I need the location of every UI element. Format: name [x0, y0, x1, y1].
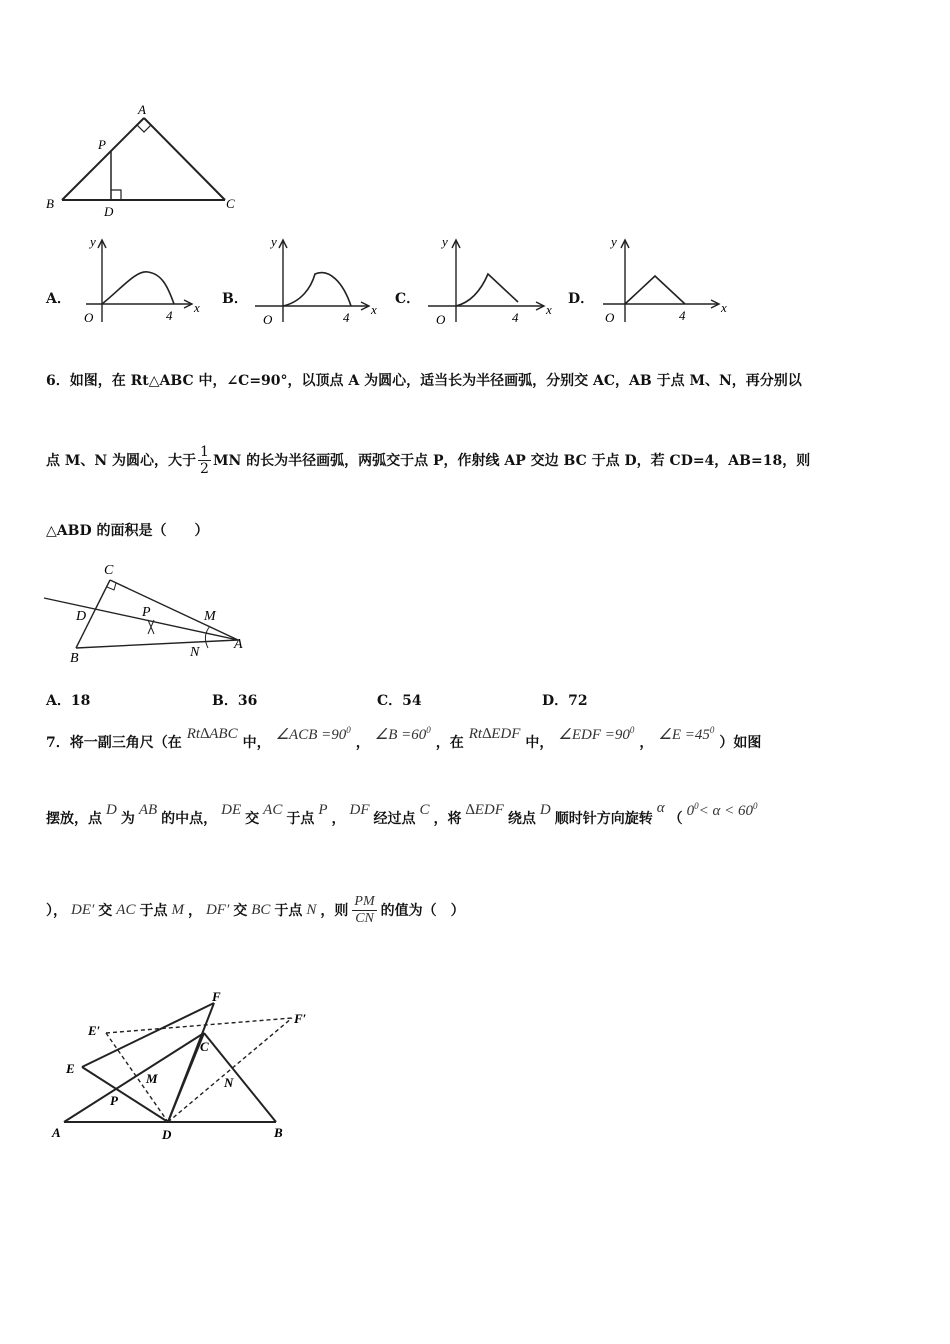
math-sup: 0	[752, 800, 758, 811]
label-p: P	[142, 605, 151, 620]
q6-line1: 6．如图，在 Rt△ABC 中，∠C=90°，以顶点 A 为圆心，适当长为半径画弧，分别交 AC，AB 于点 M、N，再分别以	[46, 373, 802, 389]
q6-option-c: C．54	[377, 693, 422, 709]
curve-b	[283, 273, 351, 306]
q6-half-fraction	[198, 444, 211, 477]
math-body: ∠E =45	[658, 726, 710, 743]
q6-line3: △ABD 的面积是（ ）	[46, 523, 209, 539]
label-c: C	[104, 563, 114, 578]
label-d: D	[104, 204, 114, 219]
q7-text: ，将	[433, 811, 462, 827]
tick-label: 4	[343, 310, 350, 325]
q7-math: N	[306, 901, 317, 918]
x-label: x	[371, 302, 377, 317]
q7-pm-cn-fraction	[352, 894, 376, 927]
math-sup: 0	[426, 724, 431, 735]
math-sup: 0	[709, 724, 715, 735]
q5-option-d: D．	[568, 291, 595, 307]
label-f-prime: F′	[294, 1011, 307, 1026]
tick-label: 4	[512, 310, 519, 325]
label-b: B	[274, 1125, 283, 1140]
q7-math: BC	[251, 901, 271, 918]
label-f: F	[212, 989, 221, 1004]
q7-math: α	[656, 799, 665, 816]
q7-math	[658, 725, 714, 744]
y-label: y	[611, 234, 617, 249]
math-body: < α < 60	[698, 802, 753, 819]
q7-math	[276, 725, 351, 744]
q7-text: 交	[98, 903, 113, 919]
q6-line2-a: 点 M、N 为圆心，大于	[46, 453, 197, 469]
right-angle-a	[137, 125, 151, 132]
q7-math: AC	[116, 901, 136, 918]
q5-graph-a	[70, 232, 210, 330]
q7-text: 7．将一副三角尺（在	[46, 735, 182, 751]
q7-text: 于点	[286, 811, 315, 827]
q7-text: 中，	[525, 735, 554, 751]
q6-option-a: A．18	[46, 693, 91, 709]
q7-text: ）如图	[719, 735, 762, 751]
q6-option-d: D．72	[542, 693, 588, 709]
math-sup: 0	[346, 724, 351, 735]
q5-triangle-figure	[40, 100, 250, 225]
q7-text: ，	[331, 811, 346, 827]
y-label: y	[90, 234, 96, 249]
q7-text: ，	[355, 735, 370, 751]
q7-figure	[44, 985, 334, 1145]
q7-text: 摆放，点	[46, 811, 102, 827]
q7-text: ，	[187, 903, 202, 919]
side-ca	[110, 580, 238, 640]
tick-label: 4	[166, 308, 173, 323]
math-body: ∠EDF =90	[558, 726, 630, 743]
q7-text: 于点	[139, 903, 168, 919]
segment-e1d	[106, 1033, 168, 1122]
q7-text: （	[668, 811, 683, 827]
label-d: D	[76, 609, 87, 624]
side-ba	[76, 640, 238, 648]
right-angle-d	[111, 190, 121, 200]
q7-text: 于点	[274, 903, 303, 919]
arc-cross-p	[148, 620, 154, 634]
y-label: y	[271, 234, 277, 249]
q7-math: D	[106, 801, 117, 818]
q6-line2	[46, 440, 810, 480]
side-ac	[144, 118, 225, 200]
label-c: C	[200, 1039, 209, 1054]
q7-text: 交	[245, 811, 260, 827]
q5-graph-d	[595, 232, 735, 330]
math-sup: 0	[629, 724, 635, 735]
q7-math: DE	[221, 801, 242, 818]
q7-math: DE′	[71, 901, 95, 918]
q7-math: AC	[263, 801, 283, 818]
label-m: M	[204, 609, 216, 624]
segment-e1f1	[106, 1018, 292, 1033]
label-a: A	[138, 102, 146, 117]
q7-math	[687, 801, 758, 820]
q7-math: AB	[138, 801, 158, 818]
y-label: y	[442, 234, 448, 249]
q7-line2	[46, 798, 906, 838]
segment-cb	[204, 1033, 276, 1122]
q7-text: 的值为（ ）	[380, 903, 465, 919]
label-d: D	[162, 1127, 172, 1142]
q7-math: Rt∆EDF	[468, 725, 521, 742]
curve-c	[456, 274, 518, 306]
q5-option-c: C．	[395, 291, 421, 307]
q7-math	[558, 725, 634, 744]
label-e: E	[66, 1061, 75, 1076]
origin-label: O	[436, 312, 446, 327]
math-sup: 0	[694, 800, 699, 811]
segment-df1	[168, 1018, 292, 1122]
q5-option-b: B．	[222, 291, 248, 307]
label-m: M	[146, 1071, 158, 1086]
label-n: N	[190, 645, 200, 660]
math-body: ∠ACB =90	[275, 726, 347, 743]
label-b: B	[70, 651, 79, 666]
q7-math: D	[539, 801, 551, 818]
math-body: ∠B =60	[374, 726, 427, 743]
q7-text: ，在	[435, 735, 464, 751]
q7-math: C	[419, 801, 430, 818]
label-a: A	[52, 1125, 61, 1140]
tick-label: 4	[679, 308, 686, 323]
q7-text: 的中点，	[161, 811, 218, 827]
x-label: x	[546, 302, 552, 317]
q7-math: M	[171, 901, 184, 918]
q7-line3	[46, 880, 906, 940]
q7-text: 中，	[242, 735, 271, 751]
q5-option-a: A．	[46, 291, 71, 307]
label-b: B	[46, 196, 54, 211]
label-c: C	[226, 196, 235, 211]
origin-label: O	[263, 312, 273, 327]
q7-text: 绕点	[507, 811, 536, 827]
q7-math: DF	[349, 801, 370, 818]
x-label: x	[194, 300, 200, 315]
curve-d	[625, 276, 685, 304]
fraction-denominator: 2	[200, 460, 209, 477]
q7-text: ，则	[320, 903, 349, 919]
q7-line1	[46, 722, 906, 762]
q7-text: ），	[46, 903, 67, 919]
math-body: 0	[686, 802, 695, 819]
q6-figure	[42, 560, 252, 668]
q7-math: Rt∆ABC	[186, 725, 238, 742]
fraction-numerator: 1	[200, 443, 209, 460]
fraction-denominator: CN	[355, 910, 374, 926]
q7-math: ∆EDF	[465, 801, 504, 818]
arc-mn	[205, 626, 210, 648]
q7-text: 交	[233, 903, 248, 919]
q7-math	[375, 725, 431, 744]
x-label: x	[721, 300, 727, 315]
segment-ac	[64, 1033, 204, 1122]
q6-option-b: B．36	[212, 693, 258, 709]
fraction-numerator: PM	[354, 893, 375, 909]
origin-label: O	[605, 310, 615, 325]
label-n: N	[224, 1075, 234, 1090]
q7-math: DF′	[205, 901, 230, 918]
q6-line2-b: MN 的长为半径画弧，两弧交于点 P，作射线 AP 交边 BC 于点 D，若 CD=4，AB=18，则	[212, 453, 811, 469]
q7-text: 经过点	[373, 811, 416, 827]
q7-math: P	[318, 801, 328, 818]
q5-graph-b	[245, 232, 385, 330]
q7-text: 顺时针方向旋转	[554, 811, 653, 827]
curve-a	[102, 272, 174, 304]
label-e-prime: E′	[88, 1023, 101, 1038]
label-p: P	[98, 137, 106, 152]
side-ba	[62, 118, 144, 200]
origin-label: O	[84, 310, 94, 325]
label-a: A	[234, 637, 243, 652]
q7-text: ，	[639, 735, 654, 751]
q5-graph-c	[420, 232, 560, 330]
q7-text: 为	[120, 811, 135, 827]
label-p: P	[110, 1093, 118, 1108]
